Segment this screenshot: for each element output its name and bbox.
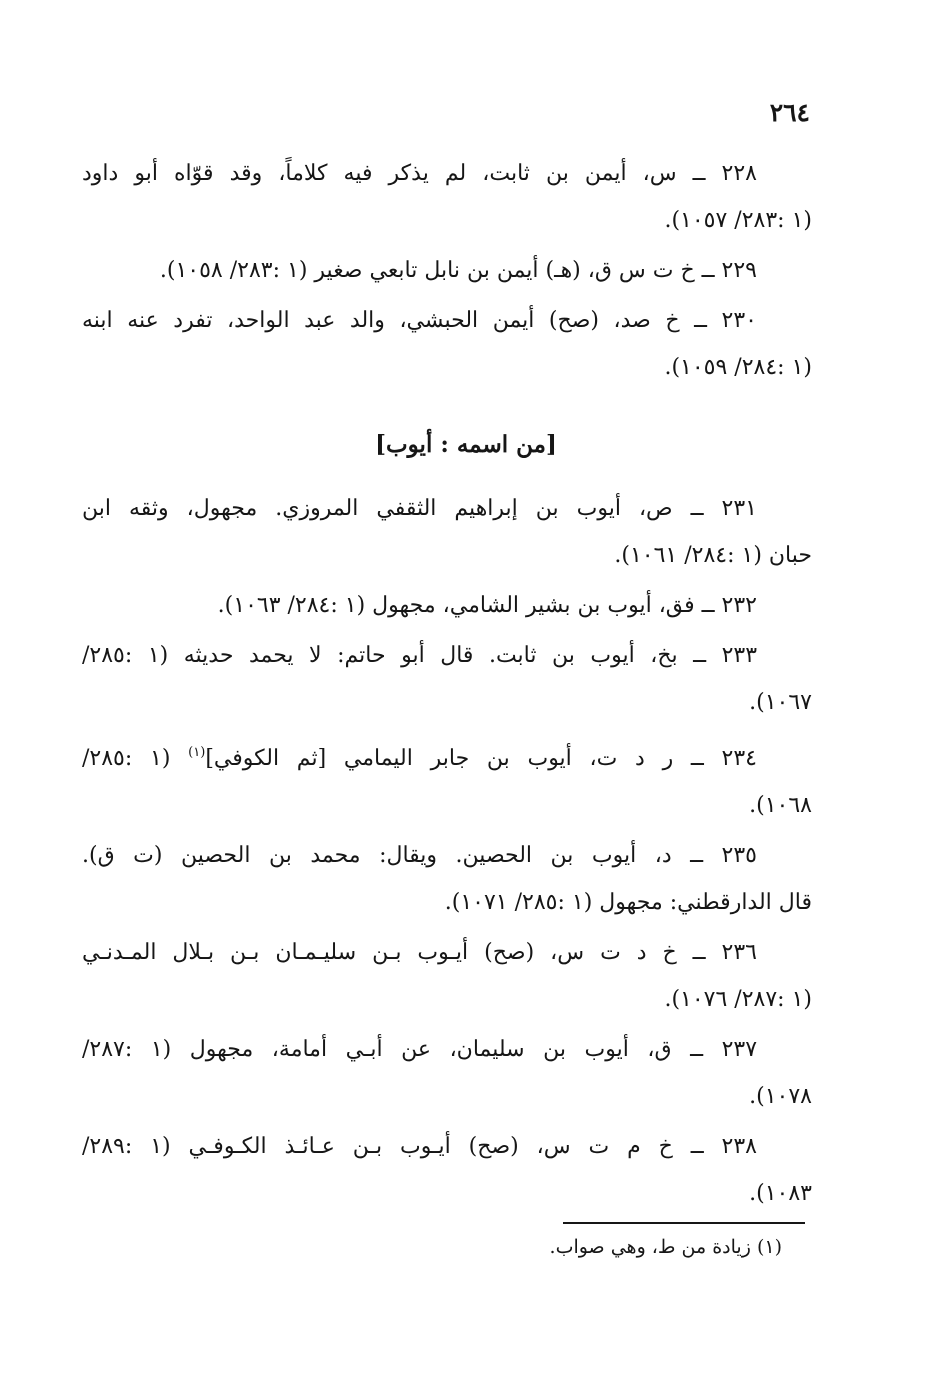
- entry-238: [82, 1123, 812, 1217]
- entry-236: [82, 929, 812, 1023]
- footnote: [550, 1236, 782, 1258]
- entry-line: ١٠٦٧).: [749, 690, 812, 715]
- entry-line: حبان (١ :٢٨٤/ ١٠٦١).: [614, 543, 812, 568]
- entry-line: ٢٣٦ ــ خ د ت س، (صح) أيـوب بـن سليـمـان بـن بـلال المـدنـي: [82, 940, 757, 965]
- entry-line: ٢٣٢ ــ فق، أيوب بن بشير الشامي، مجهول (١ :٢٨٤/ ١٠٦٣).: [217, 593, 757, 618]
- entry-line: (١ :٢٨٧/ ١٠٧٦).: [664, 987, 812, 1012]
- entry-232: [82, 582, 812, 629]
- entry-line: ٢٣٧ ــ ق، أيوب بن سليمان، عن أبـي أمامة، مجهول (١ :٢٨٧/: [82, 1037, 758, 1062]
- entry-231: [82, 485, 812, 579]
- entry-234: [82, 729, 812, 829]
- entry-line-text: ٢٣٤ ــ ر د ت، أيوب بن جابر اليمامي [ثم الكوفي]: [205, 746, 757, 771]
- entry-line: ٢٣١ ــ ص، أيوب بن إبراهيم الثقفي المروزي. مجهول، وثقه ابن: [82, 496, 757, 521]
- entry-line: ١٠٧٨).: [749, 1084, 812, 1109]
- entry-line: [82, 729, 812, 782]
- entries-after-heading: [82, 485, 812, 1220]
- entry-229: [82, 247, 812, 294]
- footnote-text: زيادة من ط، وهي صواب.: [549, 1236, 751, 1258]
- entry-line: ٢٣٠ ــ خ صد، (صح) أيمن الحبشي، والد عبد الواحد، تفرد عنه ابنه: [82, 308, 757, 333]
- footnote-divider: [563, 1222, 805, 1224]
- section-heading: [من اسمه : أيوب]: [375, 431, 557, 458]
- entry-line-citation: (١ :٢٨٥/: [82, 746, 171, 771]
- entry-230: [82, 297, 812, 391]
- entries-before-heading: [82, 150, 812, 394]
- page-number: ٢٦٤: [769, 98, 810, 127]
- entry-line: (١ :٢٨٤/ ١٠٥٩).: [664, 355, 812, 380]
- entry-line: ١٠٨٣).: [749, 1181, 812, 1206]
- entry-233: [82, 632, 812, 726]
- footnote-reference[interactable]: (١): [188, 745, 206, 760]
- entry-line: قال الدارقطني: مجهول (١ :٢٨٥/ ١٠٧١).: [444, 890, 812, 915]
- entry-line: ١٠٦٨).: [749, 793, 812, 818]
- entry-line: ٢٣٣ ــ بخ، أيوب بن ثابت. قال أبو حاتم: لا يحمد حديثه (١ :٢٨٥/: [82, 643, 758, 668]
- entry-line: ٢٣٨ ــ خ م ت س، (صح) أيـوب بـن عـائـذ الكـوفـي (١ :٢٨٩/: [82, 1134, 757, 1159]
- entry-237: [82, 1026, 812, 1120]
- entry-228: [82, 150, 812, 244]
- entry-line: ٢٣٥ ــ د، أيوب بن الحصين. ويقال: محمد بن الحصين (ت ق).: [82, 843, 757, 868]
- entry-line: ٢٢٩ ــ خ ت س ق، (هـ) أيمن بن نابل تابعي صغير (١ :٢٨٣/ ١٠٥٨).: [159, 258, 757, 283]
- entry-line: (١ :٢٨٣/ ١٠٥٧).: [664, 208, 812, 233]
- entry-line: ٢٢٨ ــ س، أيمن بن ثابت، لم يذكر فيه كلاماً، وقد قوّاه أبو داود: [82, 161, 757, 186]
- footnote-marker: (١): [756, 1236, 782, 1258]
- entry-235: [82, 832, 812, 926]
